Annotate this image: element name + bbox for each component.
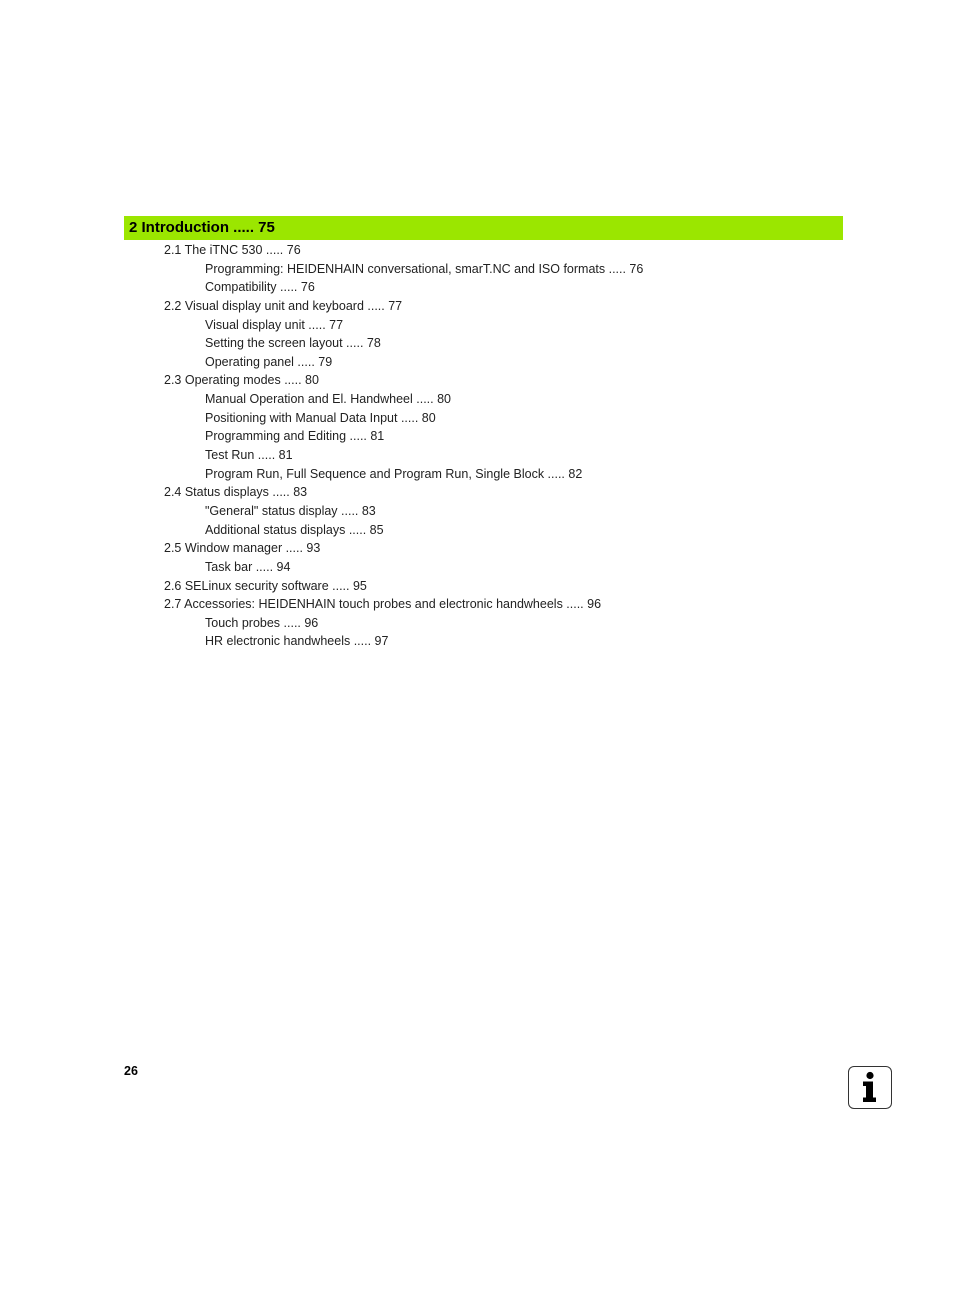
chapter-heading <box>124 216 843 240</box>
toc-section-2-7[interactable]: 2.7 Accessories: HEIDENHAIN touch probes and electronic handwheels ..... 96 <box>164 597 602 612</box>
toc-entry[interactable]: Setting the screen layout ..... 78 <box>205 336 381 351</box>
toc-entry[interactable]: Task bar ..... 94 <box>205 559 291 574</box>
toc-section-2-4[interactable]: 2.4 Status displays ..... 83 <box>164 485 308 500</box>
toc-entry[interactable]: Test Run ..... 81 <box>205 448 293 463</box>
chapter-title: 2 Introduction ..... 75 <box>129 219 275 236</box>
toc-section-2-3[interactable]: 2.3 Operating modes ..... 80 <box>164 373 319 388</box>
toc-entry[interactable]: "General" status display ..... 83 <box>205 503 376 518</box>
toc-entry[interactable]: Additional status displays ..... 85 <box>205 522 384 537</box>
info-icon-glyph <box>849 1067 890 1107</box>
toc-entry[interactable]: Program Run, Full Sequence and Program Run, Single Block ..... 82 <box>205 466 583 481</box>
toc-section-2-2[interactable]: 2.2 Visual display unit and keyboard ..... 77 <box>164 298 403 313</box>
toc-entry[interactable]: Programming and Editing ..... 81 <box>205 429 385 444</box>
table-of-contents <box>0 241 954 651</box>
toc-entry[interactable]: Operating panel ..... 79 <box>205 354 333 369</box>
info-icon <box>848 1066 892 1109</box>
toc-section-2-6[interactable]: 2.6 SELinux security software ..... 95 <box>164 578 367 593</box>
toc-entry[interactable]: Compatibility ..... 76 <box>205 280 315 295</box>
toc-section-2-5[interactable]: 2.5 Window manager ..... 93 <box>164 541 321 556</box>
toc-section-2-1[interactable]: 2.1 The iTNC 530 ..... 76 <box>164 243 301 257</box>
toc-entry[interactable]: HR electronic handwheels ..... 97 <box>205 634 389 649</box>
toc-entry[interactable]: Positioning with Manual Data Input ..... 80 <box>205 410 436 425</box>
toc-entry[interactable]: Touch probes ..... 96 <box>205 615 319 630</box>
toc-entry[interactable]: Visual display unit ..... 77 <box>205 317 344 332</box>
toc-entry[interactable]: Programming: HEIDENHAIN conversational, smarT.NC and ISO formats ..... 76 <box>205 261 644 276</box>
toc-entry[interactable]: Manual Operation and El. Handwheel ..... 80 <box>205 392 451 407</box>
page-number: 26 <box>124 1064 138 1078</box>
